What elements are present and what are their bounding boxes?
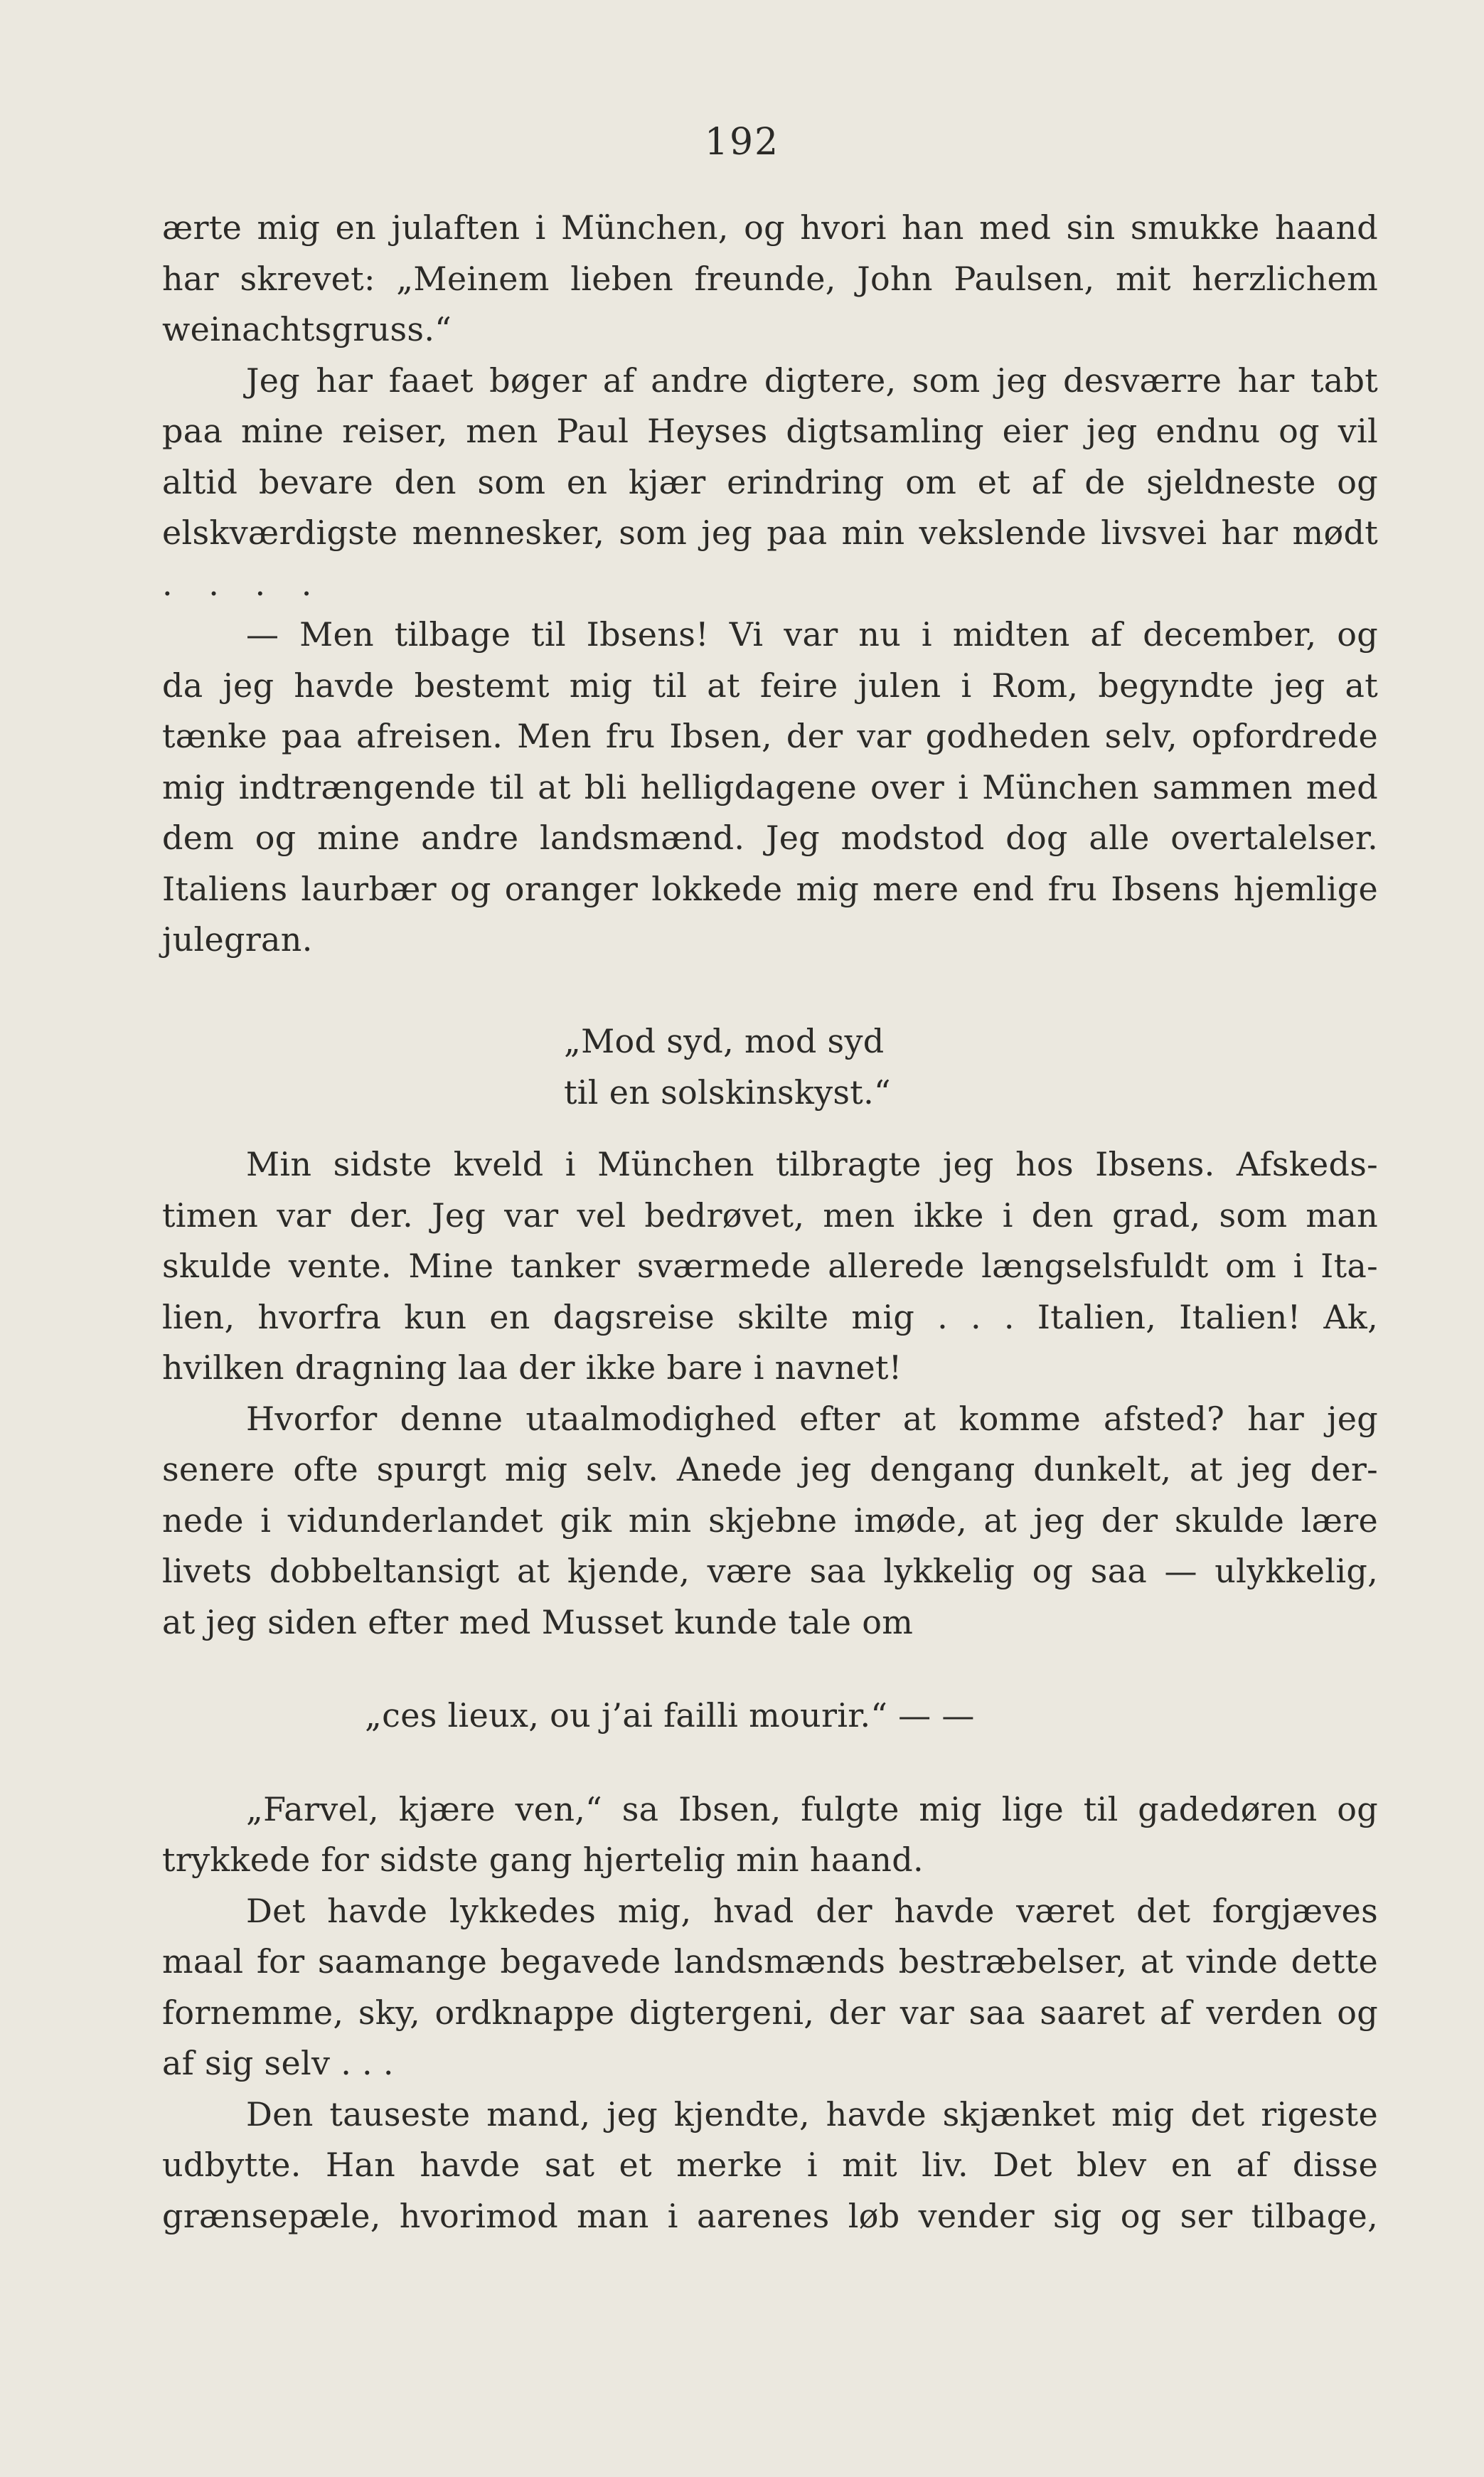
text-line: Min sidste kveld i München tilbragte jeg hos Ibsens. Afskeds- [246, 1145, 1378, 1183]
text-line: hvilken dragning laa der ikke bare i navnet! [162, 1348, 902, 1387]
text-line: Jeg har faaet bøger af andre digtere, som jeg desværre har tabt [246, 361, 1378, 400]
text-line: — Men tilbage til Ibsens! Vi var nu i midten af december, og [246, 615, 1378, 654]
text-line: „Farvel, kjære ven,“ sa Ibsen, fulgte mig lige til gadedøren og [246, 1789, 1378, 1828]
text-line: dem og mine andre landsmænd. Jeg modstod dog alle overtalelser. [162, 819, 1378, 857]
text-line: senere ofte spurgt mig selv. Anede jeg dengang dunkelt, at jeg der- [162, 1450, 1378, 1488]
text-line: tænke paa afreisen. Men fru Ibsen, der var godheden selv, opfordrede [162, 717, 1378, 755]
text-line: mig indtrængende til at bli helligdagene over i München sammen med [162, 767, 1378, 806]
verse-line: „Mod syd, mod syd [564, 1022, 885, 1060]
ellipsis-line: . . . . [162, 564, 325, 603]
text-line: elskværdigste mennesker, som jeg paa min vekslende livsvei har mødt [162, 513, 1378, 552]
text-line: ærte mig en julaften i München, og hvori han med sin smukke haand [162, 208, 1378, 247]
text-line: af sig selv . . . [162, 2044, 394, 2082]
text-line: har skrevet: „Meinem lieben freunde, John Paulsen, mit herzlichem [162, 259, 1378, 298]
text-line: Hvorfor denne utaalmodighed efter at komme afsted? har jeg [246, 1399, 1378, 1438]
text-line: julegran. [162, 920, 313, 959]
text-line: at jeg siden efter med Musset kunde tale om [162, 1602, 914, 1641]
text-line: skulde vente. Mine tanker sværmede allerede længselsfuldt om i Ita- [162, 1247, 1378, 1285]
text-line: Det havde lykkedes mig, hvad der havde været det forgjæves [246, 1891, 1378, 1930]
text-line: maal for saamange begavede landsmænds bestræbelser, at vinde dette [162, 1942, 1378, 1981]
text-line: paa mine reiser, men Paul Heyses digtsamling eier jeg endnu og vil [162, 412, 1378, 450]
text-line: udbytte. Han havde sat et merke i mit liv. Det blev en af disse [162, 2146, 1378, 2184]
text-line: livets dobbeltansigt at kjende, være saa lykkelig og saa — ulykkelig, [162, 1552, 1378, 1590]
verse-line: til en solskinskyst.“ [564, 1072, 891, 1112]
text-line: lien, hvorfra kun en dagsreise skilte mig . . . Italien, Italien! Ak, [162, 1297, 1378, 1336]
text-line: weinachtsgruss.“ [162, 310, 452, 348]
text-line: nede i vidunderlandet gik min skjebne imøde, at jeg der skulde lære [162, 1501, 1378, 1540]
page-number: 192 [704, 121, 780, 164]
text-line: grænsepæle, hvorimod man i aarenes løb vender sig og ser tilbage, [162, 2196, 1378, 2235]
body-text [162, 203, 1378, 2242]
text-line: Italiens laurbær og oranger lokkede mig mere end fru Ibsens hjemlige [162, 869, 1378, 908]
text-line: fornemme, sky, ordknappe digtergeni, der var saa saaret af verden og [162, 1993, 1378, 2032]
text-line: timen var der. Jeg var vel bedrøvet, men ikke i den grad, som man [162, 1195, 1378, 1235]
text-line: trykkede for sidste gang hjertelig min haand. [162, 1841, 924, 1879]
text-line: da jeg havde bestemt mig til at feire julen i Rom, begyndte jeg at [162, 666, 1378, 705]
text-line: Den tauseste mand, jeg kjendte, havde skjænket mig det rigeste [246, 2094, 1378, 2134]
quote-line: „ces lieux, ou j’ai failli mourir.“ — — [365, 1696, 975, 1735]
text-line: altid bevare den som en kjær erindring om et af de sjeldneste og [162, 462, 1378, 501]
